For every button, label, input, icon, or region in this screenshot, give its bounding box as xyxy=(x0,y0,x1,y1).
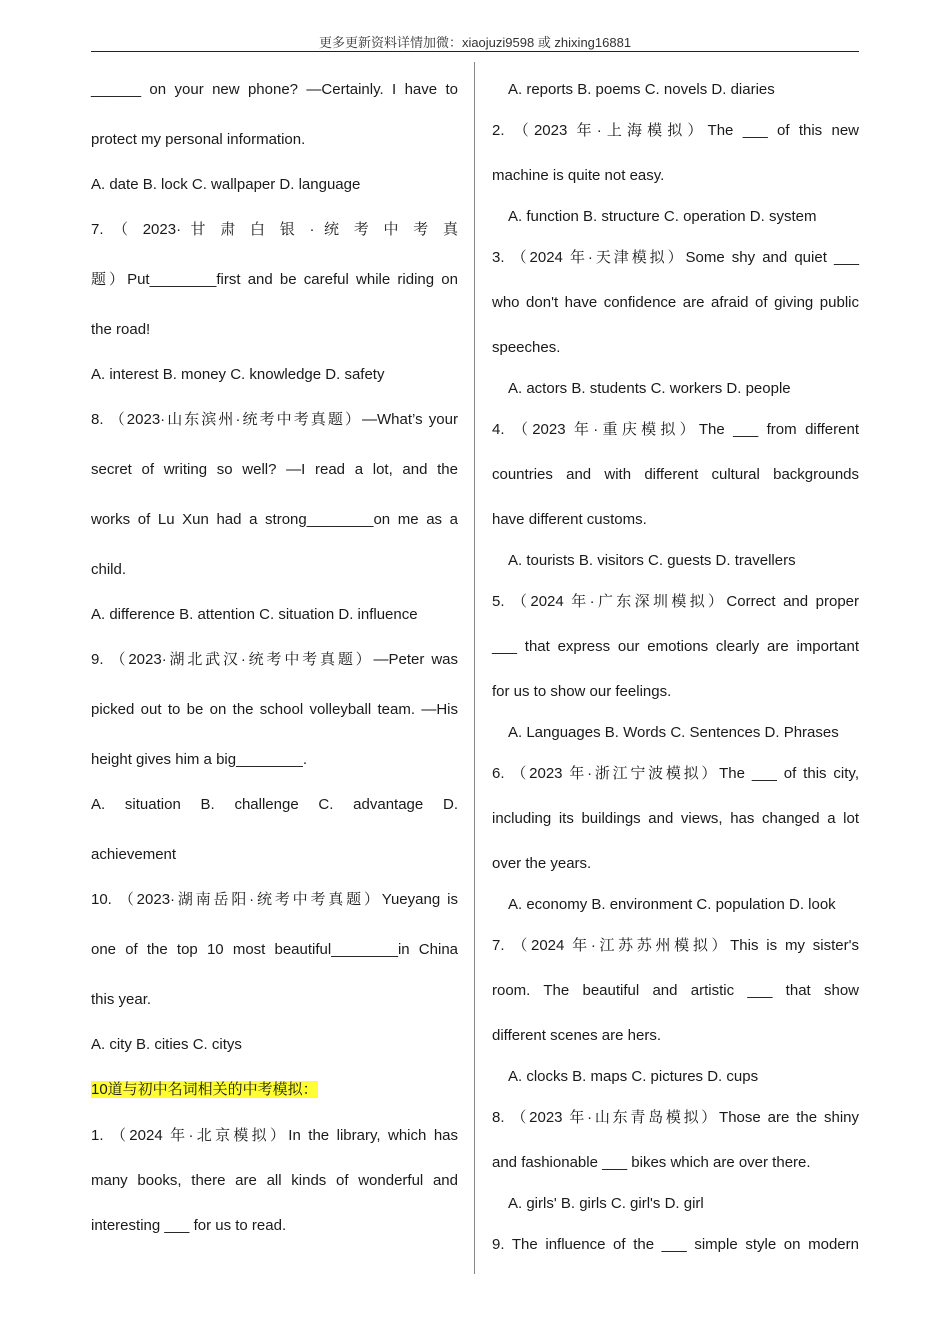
answer-options: A. economy B. environment C. population D. look xyxy=(508,896,836,913)
text-line: 9. The influence of the ___ simple style on modern xyxy=(492,1236,859,1253)
answer-options: A. Languages B. Words C. Sentences D. Phrases xyxy=(508,724,839,741)
highlighted-heading-text: 10道与初中名词相关的中考模拟： xyxy=(91,1081,318,1098)
section-heading xyxy=(91,1081,318,1099)
text-line: 7. （2024 年·江苏苏州模拟）This is my sister's xyxy=(492,937,859,954)
text-line: 10. （2023·湖南岳阳·统考中考真题）Yueyang is xyxy=(91,891,458,908)
text-line: A. date B. lock C. wallpaper D. language xyxy=(91,176,361,193)
text-line: height gives him a big________. xyxy=(91,751,307,768)
text-line: child. xyxy=(91,561,127,578)
text-line: 4. （2023 年·重庆模拟）The ___ from different xyxy=(492,421,859,438)
text-line: 9. （2023·湖北武汉·统考中考真题）—Peter was xyxy=(91,651,458,668)
text-line: over the years. xyxy=(492,855,592,872)
answer-options: A. clocks B. maps C. pictures D. cups xyxy=(508,1068,759,1085)
text-line: many books, there are all kinds of wonderful and xyxy=(91,1172,458,1189)
page-header: 更多更新资料详情加微：xiaojuzi9598 或 zhixing16881 xyxy=(318,35,632,50)
text-line: A. city B. cities C. citys xyxy=(91,1036,242,1053)
text-line: A. interest B. money C. knowledge D. safety xyxy=(91,366,385,383)
text-line: achievement xyxy=(91,846,177,863)
header-rule xyxy=(91,51,859,52)
text-line: 8. （2023·山东滨州·统考中考真题）—What’s your xyxy=(91,411,458,428)
text-line: machine is quite not easy. xyxy=(492,167,665,184)
text-line: 8. （2023 年·山东青岛模拟）Those are the shiny xyxy=(492,1109,859,1126)
text-line: secret of writing so well? —I read a lot, and the xyxy=(91,461,458,478)
text-line: have different customs. xyxy=(492,511,647,528)
text-line: one of the top 10 most beautiful________in China xyxy=(91,941,458,958)
text-line: for us to show our feelings. xyxy=(492,683,672,700)
text-line: 2. （2023 年·上海模拟）The ___ of this new xyxy=(492,122,859,139)
text-line: room. The beautiful and artistic ___ that show xyxy=(492,982,859,999)
text-line: 3. （2024 年·天津模拟）Some shy and quiet ___ xyxy=(492,249,859,266)
text-line: 6. （2023 年·浙江宁波模拟）The ___ of this city, xyxy=(492,765,859,782)
answer-options: A. actors B. students C. workers D. people xyxy=(508,380,791,397)
text-line: ______ on your new phone? —Certainly. I have to xyxy=(91,81,458,98)
text-line: ___ that express our emotions clearly are important xyxy=(492,638,859,655)
text-line: including its buildings and views, has changed a lot xyxy=(492,810,859,827)
text-line: 1. （2024 年·北京模拟）In the library, which has xyxy=(91,1127,458,1144)
answer-options: A. reports B. poems C. novels D. diaries xyxy=(508,81,775,98)
text-line: and fashionable ___ bikes which are over there. xyxy=(492,1154,811,1171)
answer-options: A. girls' B. girls C. girl's D. girl xyxy=(508,1195,704,1212)
text-line: 5. （2024 年·广东深圳模拟）Correct and proper xyxy=(492,593,859,610)
text-line: speeches. xyxy=(492,339,561,356)
answer-options: A. function B. structure C. operation D. system xyxy=(508,208,817,225)
text-line: protect my personal information. xyxy=(91,131,306,148)
text-line: 题）Put________first and be careful while riding on xyxy=(91,271,458,288)
text-line: different scenes are hers. xyxy=(492,1027,661,1044)
text-line: the road! xyxy=(91,321,151,338)
text-line: A. difference B. attention C. situation D. influence xyxy=(91,606,418,623)
answer-options: A. tourists B. visitors C. guests D. travellers xyxy=(508,552,796,569)
text-line: picked out to be on the school volleyball team. —His xyxy=(91,701,458,718)
text-line: 7. （ 2023· 甘 肃 白 银 · 统 考 中 考 真 xyxy=(91,221,458,238)
column-divider xyxy=(474,62,475,1274)
text-line: interesting ___ for us to read. xyxy=(91,1217,287,1234)
text-line: works of Lu Xun had a strong________on me as a xyxy=(91,511,458,528)
text-line: countries and with different cultural backgrounds xyxy=(492,466,859,483)
text-line: A. situation B. challenge C. advantage D. xyxy=(91,796,458,813)
text-line: who don't have confidence are afraid of giving public xyxy=(492,294,859,311)
text-line: this year. xyxy=(91,991,152,1008)
